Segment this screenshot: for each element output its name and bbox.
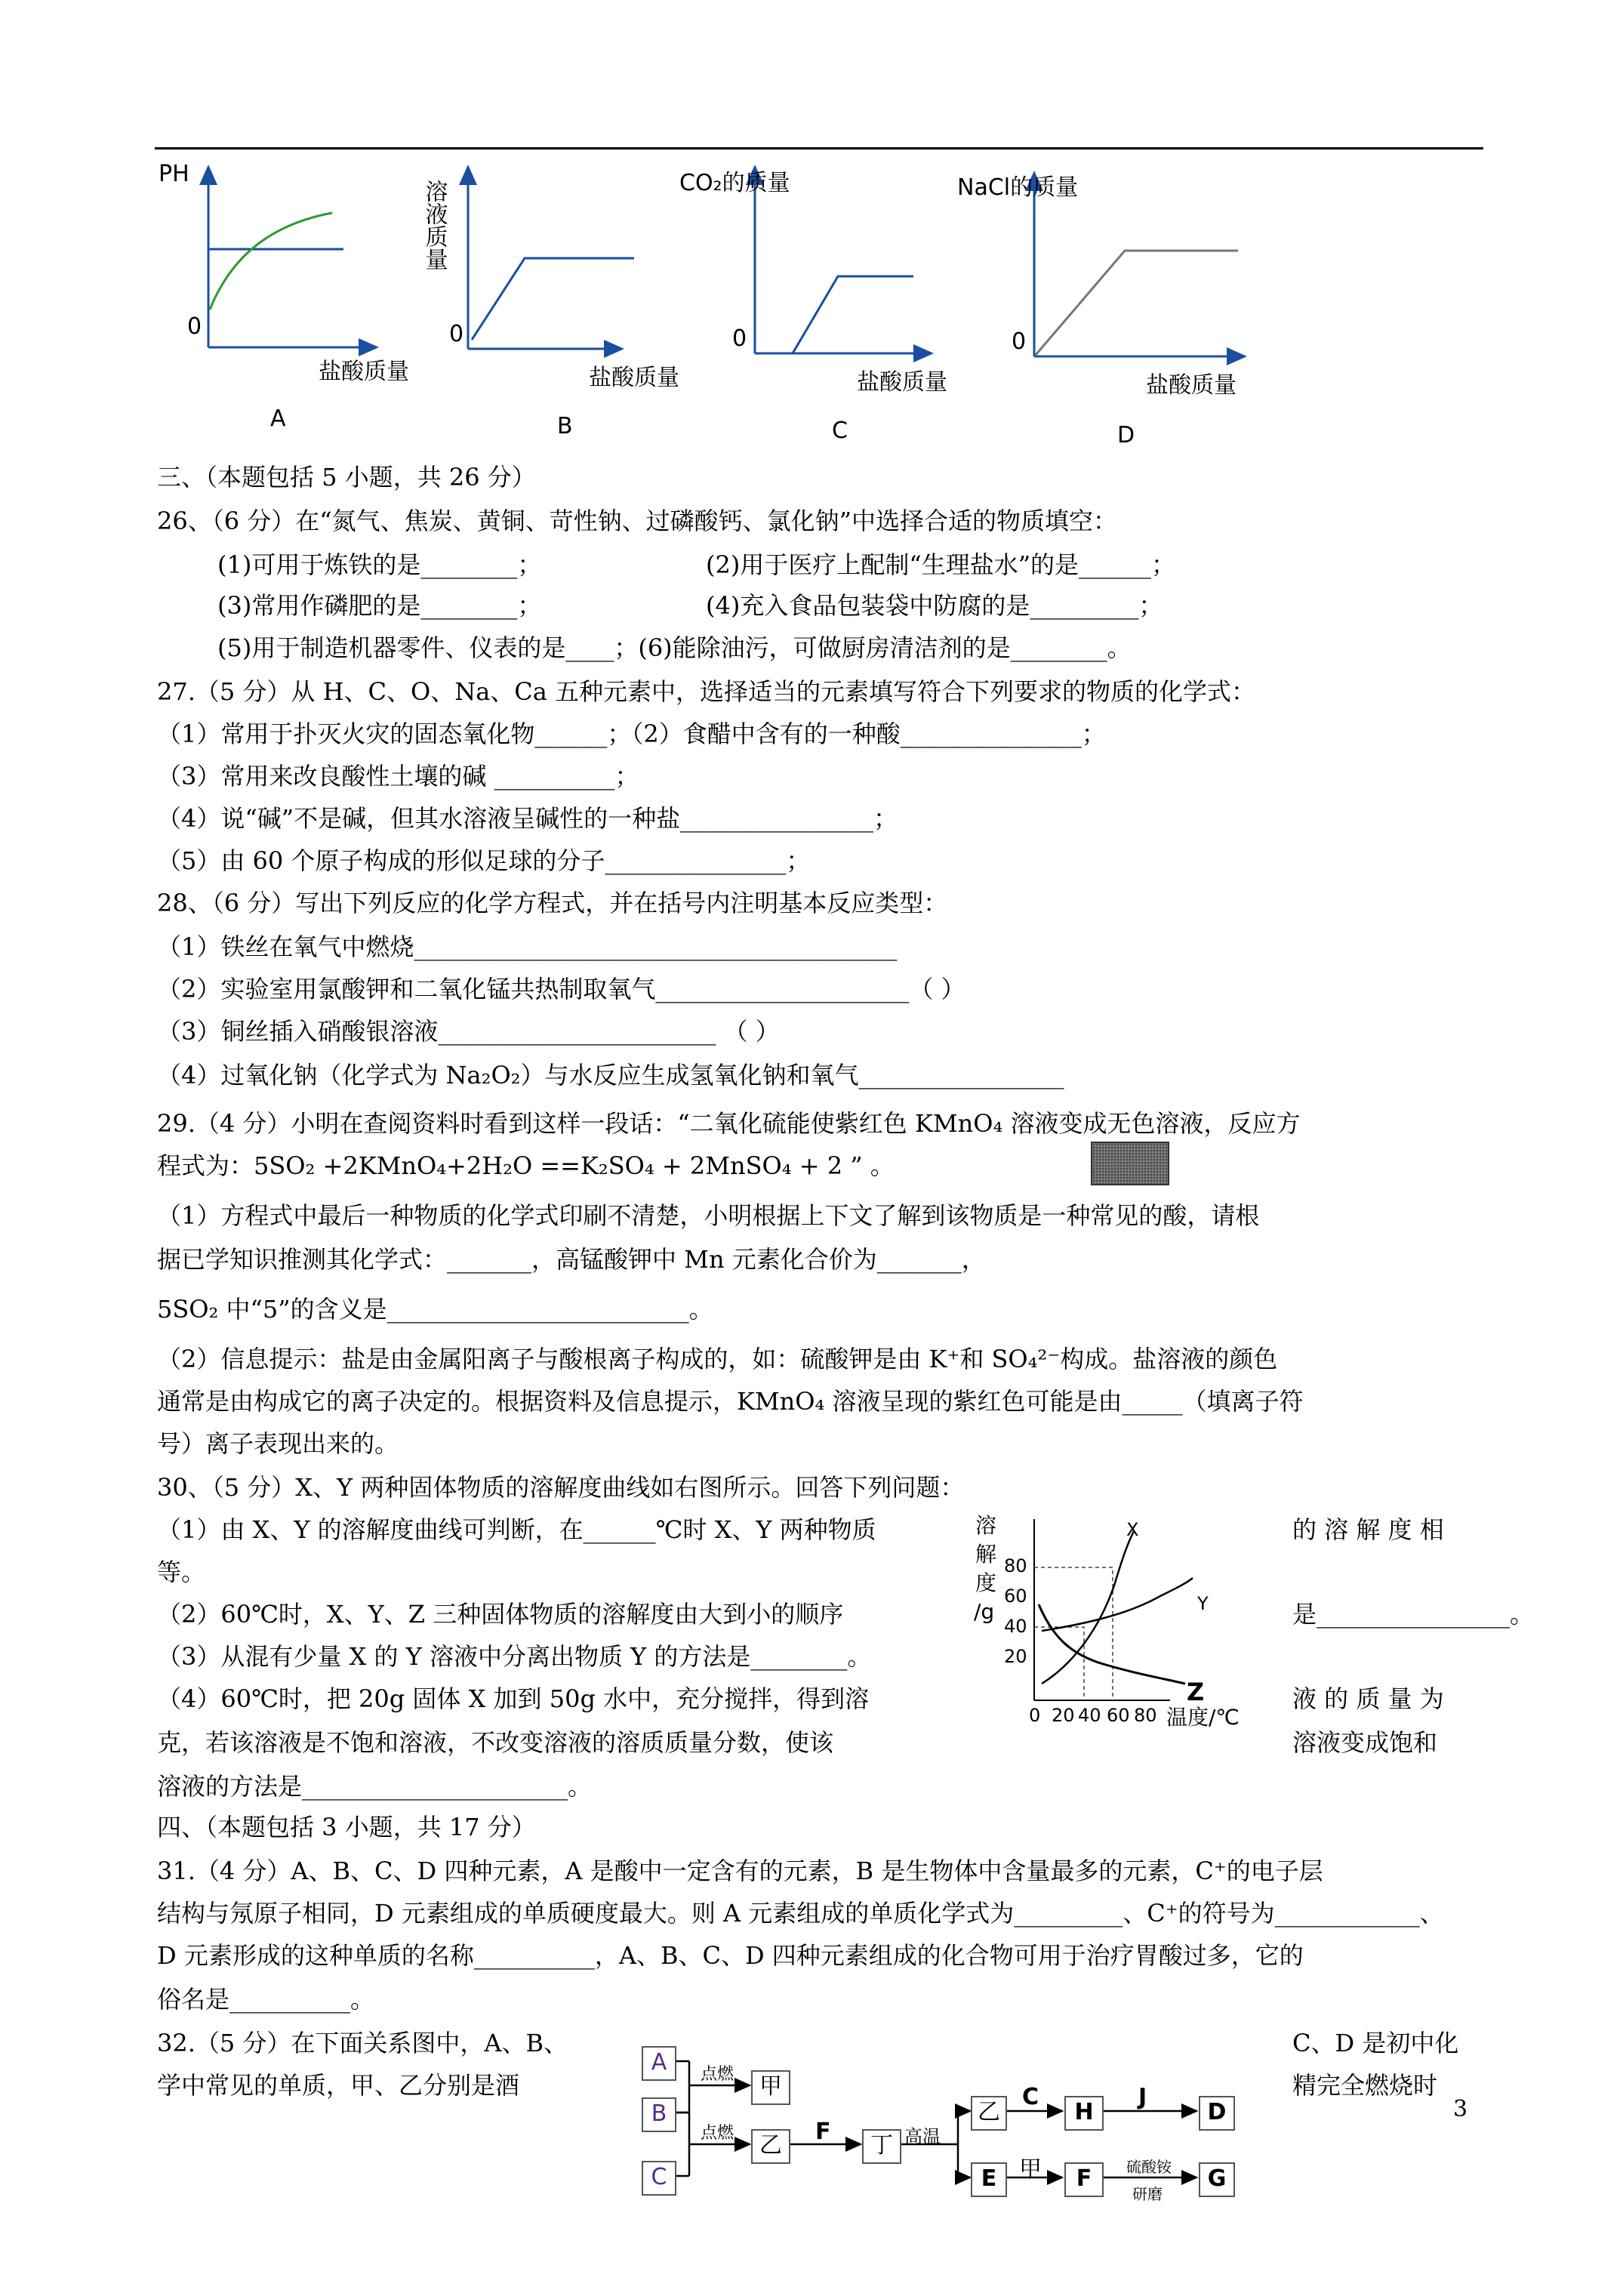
q27-line-2: （3）常用来改良酸性土壤的碱 __________； <box>157 762 639 791</box>
q31-line-4: 俗名是__________。 <box>157 1985 375 2014</box>
q31-line-2: 结构与氖原子相同，D 元素组成的单质硬度最大。则 A 元素组成的单质化学式为_________、C⁺的符号为____________、 <box>157 1899 1444 1928</box>
solubility-ytick-40: 40 <box>1004 1616 1027 1637</box>
q29-line-2: 程式为：5SO₂ +2KMnO₄+2H₂O ==K₂SO₄ + 2MnSO₄ + 2 ” 。 <box>157 1151 895 1180</box>
node-b: B <box>642 2097 676 2132</box>
node-yi: 乙 <box>751 2129 790 2164</box>
solubility-xtick-0: 0 <box>1029 1705 1041 1726</box>
graph-a <box>159 161 409 432</box>
q26-item-3: (3)常用作磷肥的是________； <box>217 591 542 620</box>
q32-line-1a: 32.（5 分）在下面关系图中，A、B、 <box>157 2029 568 2057</box>
graph-c-xlabel: 盐酸质量 <box>857 369 947 396</box>
q30-line-6: 溶液的方法是______________________。 <box>157 1772 593 1801</box>
q32-line-2a: 学中常见的单质，甲、乙分别是酒 <box>157 2071 520 2100</box>
q29-line-1: 29.（4 分）小明在查阅资料时看到这样一段话：“二氧化硫能使紫红色 KMnO₄ 溶液变成无色溶液，反应方 <box>157 1109 1301 1138</box>
q30-line-5a: 克，若该溶液是不饱和溶液，不改变溶液的溶质质量分数，使该 <box>157 1728 834 1757</box>
q30-line-1c: 等。 <box>157 1558 206 1586</box>
solubility-xtick-80: 80 <box>1134 1705 1157 1726</box>
graph-c-zero: 0 <box>732 325 747 352</box>
arrow-label-hightemp: 高温 <box>904 2126 941 2147</box>
q31-line-3: D 元素形成的这种单质的名称__________，A、B、C、D 四种元素组成的化合物可用于治疗胃酸过多，它的 <box>157 1941 1304 1970</box>
q26-stem: 26、（6 分）在“氮气、焦炭、黄铜、苛性钠、过磷酸钙、氯化钠”中选择合适的物质填空： <box>157 507 1117 535</box>
q28-line-1: （1）铁丝在氧气中燃烧________________________________________ <box>157 932 898 961</box>
q27-line-1: （1）常用于扑灭火灾的固态氧化物______；（2）食醋中含有的一种酸_______________； <box>157 720 1106 748</box>
arrow-label-grind: 研磨 <box>1132 2185 1163 2203</box>
curve-y <box>1042 1578 1193 1631</box>
node-ding: 丁 <box>862 2129 901 2164</box>
graph-b-caption: B <box>557 413 573 439</box>
q28-line-3: （3）铜丝插入硝酸银溶液_______________________ （ ） <box>157 1017 780 1046</box>
curve-label-z: Z <box>1187 1678 1205 1706</box>
q28-line-4: （4）过氧化钠（化学式为 Na₂O₂）与水反应生成氢氧化钠和氧气_________________ <box>157 1061 1064 1089</box>
solubility-ytick-20: 20 <box>1004 1646 1027 1667</box>
q30-line-2b: 是________________。 <box>1292 1600 1535 1629</box>
arrow-label-ignite-1: 点燃 <box>701 2065 735 2084</box>
smudged-formula-box <box>1091 1142 1169 1185</box>
graph-b <box>421 174 680 439</box>
q31-line-1: 31.（4 分）A、B、C、D 四种元素，A 是酸中一定含有的元素，B 是生物体中含量最多的元素，C⁺的电子层 <box>157 1857 1323 1885</box>
graph-c <box>679 170 947 444</box>
q26-item-5-6: (5)用于制造机器零件、仪表的是____；(6)能除油污，可做厨房清洁剂的是________。 <box>217 633 1132 662</box>
q26-item-1: (1)可用于炼铁的是________； <box>217 550 542 579</box>
solubility-ylabel-char-3: 度 <box>975 1570 997 1595</box>
graph-b-zero: 0 <box>449 321 464 347</box>
q29-line-3: （1）方程式中最后一种物质的化学式印刷不清楚，小明根据上下文了解到该物质是一种常见的酸，请根 <box>157 1201 1260 1230</box>
arrow-label-c: C <box>1022 2084 1039 2110</box>
q30-line-4b: 液 的 质 量 为 <box>1292 1684 1444 1713</box>
graph-d-caption: D <box>1117 422 1135 448</box>
graph-b-ylabel: 溶液质量 <box>420 180 448 270</box>
q32-line-2b: 精完全燃烧时 <box>1292 2071 1438 2100</box>
graphs-figure <box>151 159 1283 453</box>
curve-x <box>1042 1531 1134 1684</box>
q29-line-7: 通常是由构成它的离子决定的。根据资料及信息提示，KMnO₄ 溶液呈现的紫红色可能是由_____（填离子符 <box>157 1387 1304 1416</box>
q30-line-5b: 溶液变成饱和 <box>1292 1728 1438 1757</box>
q32-line-1b: C、D 是初中化 <box>1292 2029 1459 2057</box>
node-c: C <box>642 2161 676 2196</box>
graph-a-xlabel: 盐酸质量 <box>319 359 409 385</box>
relation-diagram-lines <box>638 2039 1287 2280</box>
node-d: D <box>1199 2096 1235 2131</box>
q27-stem: 27.（5 分）从 H、C、O、Na、Ca 五种元素中，选择适当的元素填写符合下列要求的物质的化学式： <box>157 677 1256 706</box>
q30-line-3: （3）从混有少量 X 的 Y 溶液中分离出物质 Y 的方法是________。 <box>157 1642 872 1671</box>
solubility-xlabel: 温度/℃ <box>1166 1705 1240 1730</box>
graph-d-zero: 0 <box>1012 328 1027 355</box>
q30-line-4a: （4）60℃时，把 20g 固体 X 加到 50g 水中，充分搅拌，得到溶 <box>157 1684 870 1713</box>
q30-stem: 30、（5 分）X、Y 两种固体物质的溶解度曲线如右图所示。回答下列问题： <box>157 1473 965 1502</box>
graph-a-ylabel: PH <box>159 161 189 187</box>
solubility-ytick-60: 60 <box>1004 1586 1027 1607</box>
graph-d <box>957 174 1238 448</box>
q29-line-6: （2）信息提示：盐是由金属阳离子与酸根离子构成的，如：硫酸钾是由 K⁺和 SO₄²⁻构成。盐溶液的颜色 <box>157 1345 1278 1373</box>
q27-line-4: （5）由 60 个原子构成的形似足球的分子_______________； <box>157 846 811 875</box>
q28-line-2: （2）实验室用氯酸钾和二氧化锰共热制取氧气_____________________（ ） <box>157 975 965 1003</box>
q26-item-2: (2)用于医疗上配制“生理盐水”的是______； <box>706 550 1176 579</box>
solubility-ytick-80: 80 <box>1004 1555 1027 1576</box>
arrow-label-reagent: 硫酸铵 <box>1126 2158 1172 2176</box>
node-yi-2: 乙 <box>971 2096 1007 2131</box>
section3-heading: 三、（本题包括 5 小题，共 26 分） <box>157 463 536 492</box>
node-h: H <box>1064 2096 1104 2131</box>
curve-label-y: Y <box>1197 1593 1209 1614</box>
solubility-xtick-40: 40 <box>1078 1705 1101 1726</box>
node-a: A <box>642 2046 676 2081</box>
graph-d-ylabel: NaCl的质量 <box>957 174 1079 201</box>
solubility-xtick-20: 20 <box>1052 1705 1075 1726</box>
section4-heading: 四、（本题包括 3 小题，共 17 分） <box>157 1813 536 1841</box>
arrow-label-f: F <box>815 2119 831 2145</box>
node-e: E <box>971 2162 1007 2197</box>
graph-b-xlabel: 盐酸质量 <box>589 365 679 391</box>
q27-line-3: （4）说“碱”不是碱，但其水溶液呈碱性的一种盐________________； <box>157 804 898 833</box>
solubility-ylabel-char-1: 溶 <box>975 1513 997 1538</box>
q28-stem: 28、（6 分）写出下列反应的化学方程式，并在括号内注明基本反应类型： <box>157 889 948 917</box>
node-jia: 甲 <box>751 2070 790 2105</box>
q30-line-1b: 的 溶 解 度 相 <box>1292 1515 1444 1544</box>
graph-a-zero: 0 <box>187 313 202 340</box>
q29-line-5: 5SO₂ 中“5”的含义是_________________________。 <box>157 1295 713 1324</box>
q26-item-4: (4)充入食品包装袋中防腐的是_________； <box>706 591 1163 620</box>
graph-a-caption: A <box>270 405 286 432</box>
node-g: G <box>1199 2162 1235 2197</box>
arrow-label-jia: 甲 <box>1019 2156 1042 2183</box>
q30-line-2a: （2）60℃时，X、Y、Z 三种固体物质的溶解度由大到小的顺序 <box>157 1600 844 1629</box>
page-number: 3 <box>1453 2096 1468 2122</box>
graph-d-xlabel: 盐酸质量 <box>1146 372 1236 399</box>
q29-line-8: 号）离子表现出来的。 <box>157 1429 399 1458</box>
node-f: F <box>1064 2162 1104 2197</box>
header-rule <box>155 147 1483 149</box>
graph-c-caption: C <box>832 418 848 444</box>
solubility-chart <box>966 1502 1268 1748</box>
arrow-label-ignite-2: 点燃 <box>701 2124 735 2143</box>
curve-label-x: X <box>1126 1519 1139 1540</box>
solubility-ylabel-char-4: /g <box>974 1599 995 1624</box>
arrow-label-j: J <box>1138 2084 1147 2110</box>
solubility-xtick-60: 60 <box>1107 1705 1130 1726</box>
solubility-ylabel-char-2: 解 <box>975 1542 997 1567</box>
graph-c-ylabel: CO₂的质量 <box>679 170 790 196</box>
q30-line-1a: （1）由 X、Y 的溶解度曲线可判断，在______℃时 X、Y 两种物质 <box>157 1515 876 1544</box>
q29-line-4: 据已学知识推测其化学式：_______，高锰酸钾中 Mn 元素化合价为_______， <box>157 1245 986 1274</box>
